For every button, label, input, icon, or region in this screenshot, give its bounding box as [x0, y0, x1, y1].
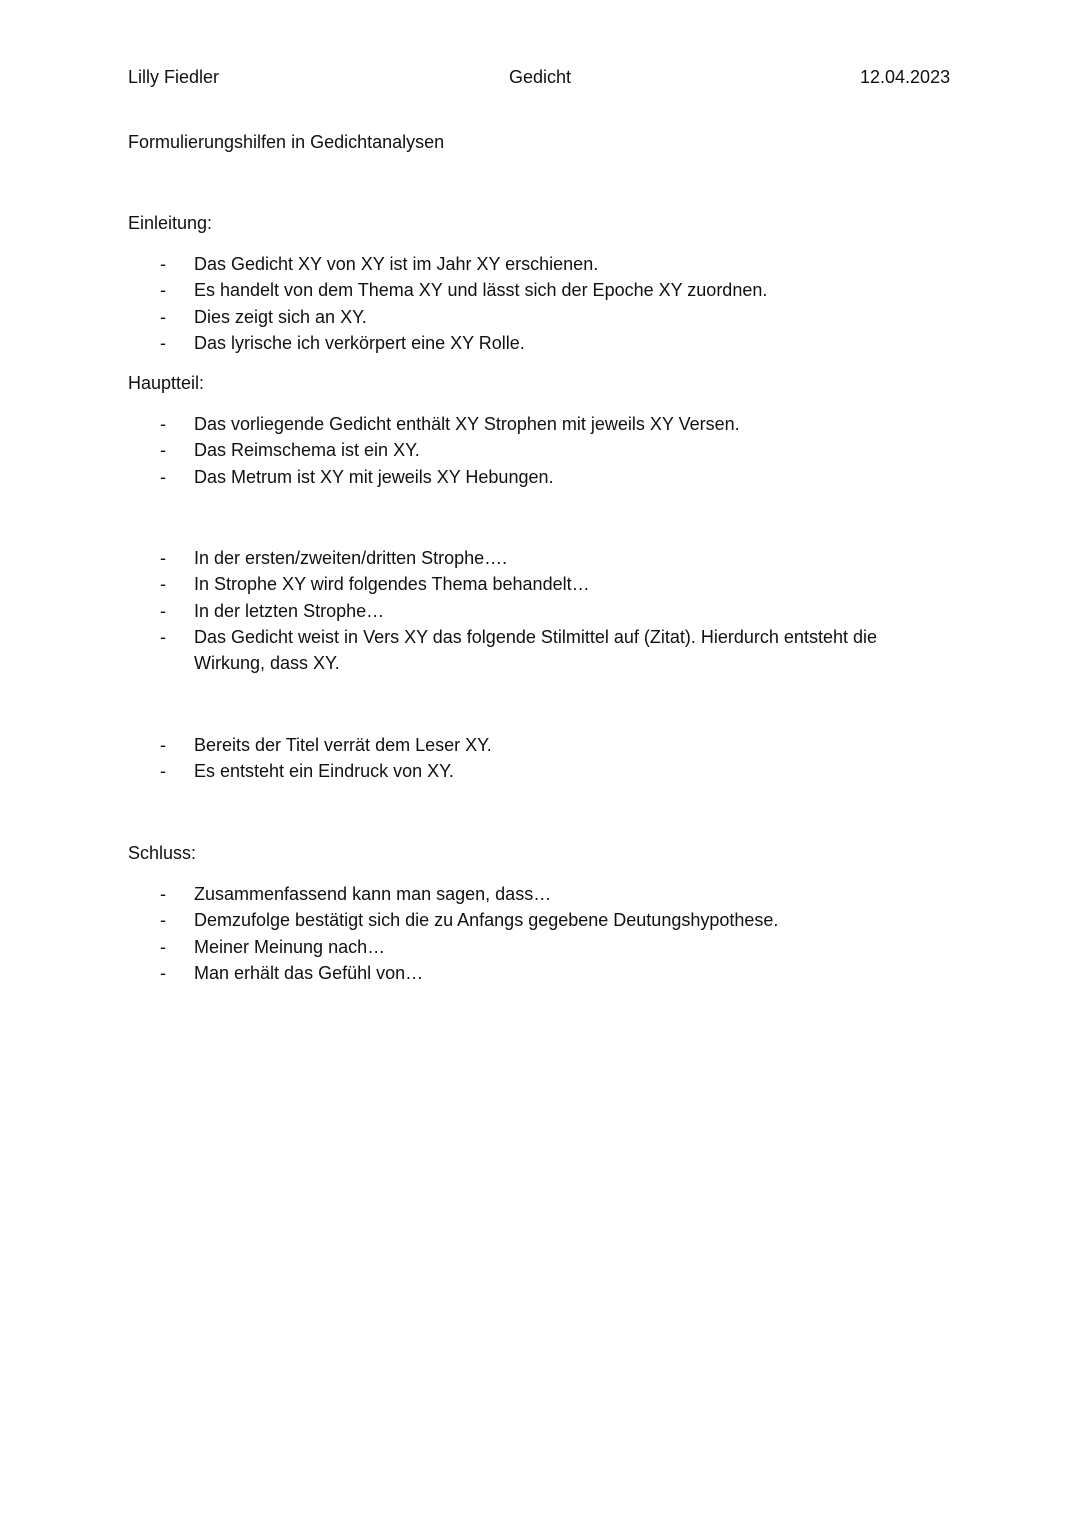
header-subject: Gedicht	[509, 67, 572, 87]
list-item-text: Zusammenfassend kann man sagen, dass…	[194, 884, 552, 904]
list-item	[160, 437, 900, 463]
list-item-text: Es handelt von dem Thema XY und lässt sich der Epoche XY zuordnen.	[194, 280, 768, 301]
dash-bullet: -	[160, 332, 166, 353]
header-author: Lilly Fiedler	[128, 67, 220, 87]
list-hauptteil-form	[160, 411, 900, 490]
list-item	[160, 411, 900, 437]
section-label-einleitung: Einleitung:	[128, 213, 213, 233]
list-item-text: Dies zeigt sich an XY.	[194, 306, 367, 327]
list-item	[160, 330, 900, 356]
list-item	[160, 624, 900, 677]
list-item	[160, 881, 900, 907]
section-label-hauptteil: Hauptteil:	[128, 373, 205, 393]
list-item	[160, 464, 900, 490]
list-item-text: Das Metrum ist XY mit jeweils XY Hebungen.	[194, 466, 554, 487]
dash-bullet: -	[160, 735, 166, 755]
list-item	[160, 934, 900, 960]
list-item-text: Das lyrische ich verkörpert eine XY Rolle.	[194, 332, 525, 353]
dash-bullet: -	[160, 761, 166, 782]
list-item-text: Es entsteht ein Eindruck von XY.	[194, 761, 454, 782]
dash-bullet: -	[160, 962, 166, 983]
dash-bullet: -	[160, 884, 166, 904]
list-item	[160, 304, 900, 330]
document-title: Formulierungshilfen in Gedichtanalysen	[128, 132, 445, 152]
dash-bullet: -	[160, 910, 166, 931]
list-item-text: Das vorliegende Gedicht enthält XY Strophen mit jeweils XY Versen.	[194, 414, 740, 434]
dash-bullet: -	[160, 626, 166, 647]
header-date: 12.04.2023	[860, 67, 951, 87]
list-schluss	[160, 881, 900, 986]
list-hauptteil-inhalt	[160, 545, 900, 676]
dash-bullet: -	[160, 414, 166, 434]
list-item	[160, 545, 900, 571]
dash-bullet: -	[160, 254, 166, 274]
list-item	[160, 571, 900, 597]
list-item-text: In der letzten Strophe…	[194, 600, 385, 621]
list-item-text: In Strophe XY wird folgendes Thema behandelt…	[194, 574, 590, 595]
list-item	[160, 598, 900, 624]
dash-bullet: -	[160, 574, 166, 595]
dash-bullet: -	[160, 936, 166, 957]
section-label-schluss: Schluss:	[128, 843, 197, 863]
list-item-text: Man erhält das Gefühl von…	[194, 962, 424, 983]
list-item	[160, 251, 900, 277]
list-item-text: Demzufolge bestätigt sich die zu Anfangs gegebene Deutungshypothese.	[194, 910, 779, 931]
list-item	[160, 960, 900, 986]
list-hauptteil-titel	[160, 732, 900, 785]
list-item-text: Das Reimschema ist ein XY.	[194, 440, 420, 461]
list-item	[160, 732, 900, 758]
dash-bullet: -	[160, 466, 166, 487]
list-item-text: Das Gedicht XY von XY ist im Jahr XY erschienen.	[194, 254, 599, 274]
dash-bullet: -	[160, 440, 166, 461]
dash-bullet: -	[160, 280, 166, 301]
list-item-text: Bereits der Titel verrät dem Leser XY.	[194, 735, 492, 755]
list-item-text: Das Gedicht weist in Vers XY das folgende Stilmittel auf (Zitat). Hierdurch entsteht die Wirkung, dass XY.	[194, 626, 877, 674]
list-item-text: In der ersten/zweiten/dritten Strophe….	[194, 548, 508, 568]
list-einleitung	[160, 251, 900, 356]
dash-bullet: -	[160, 548, 166, 568]
list-item-text: Meiner Meinung nach…	[194, 936, 386, 957]
list-item	[160, 758, 900, 784]
list-item	[160, 907, 900, 933]
dash-bullet: -	[160, 306, 166, 327]
list-item	[160, 277, 900, 303]
dash-bullet: -	[160, 600, 166, 621]
